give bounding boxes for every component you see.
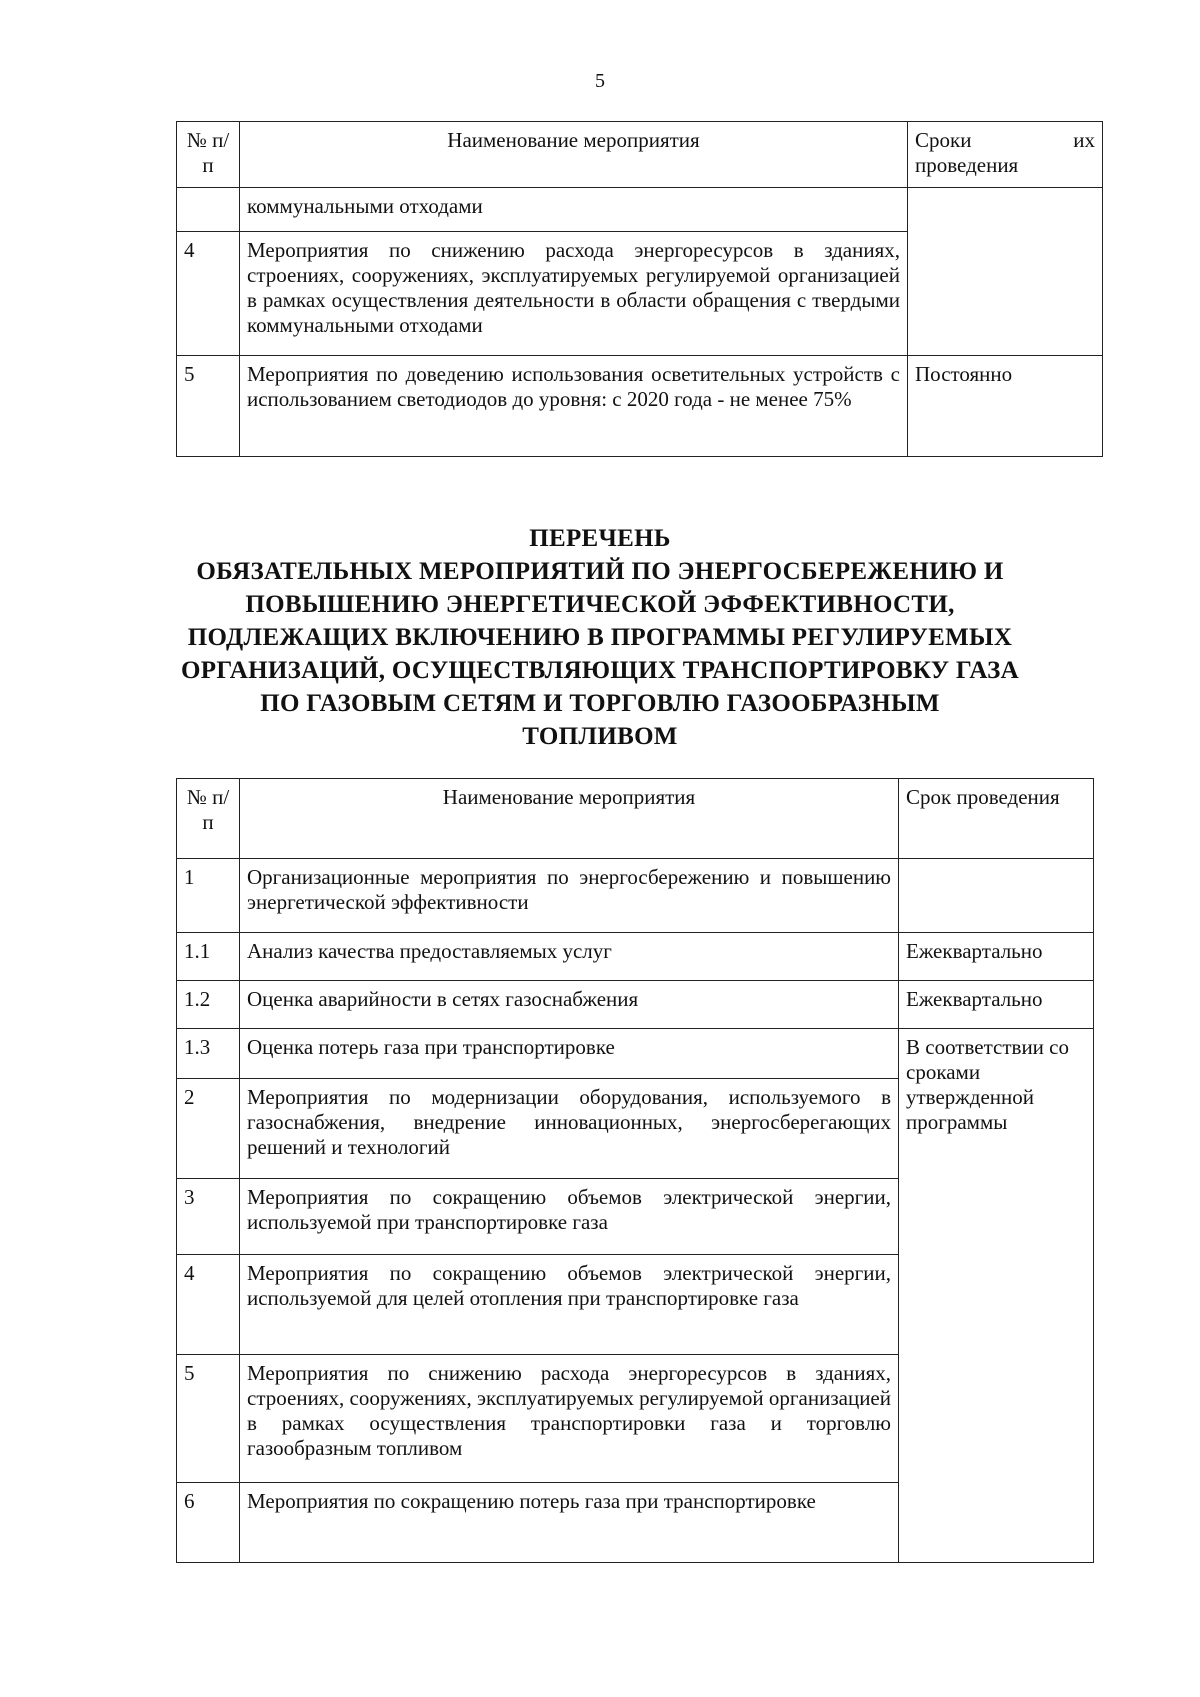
- title-line: ПОДЛЕЖАЩИХ ВКЛЮЧЕНИЮ В ПРОГРАММЫ РЕГУЛИРУЕМЫХ: [187, 624, 1013, 651]
- row-term: Постоянно: [908, 356, 1103, 457]
- row-number: [177, 188, 240, 232]
- row-text: Оценка аварийности в сетях газоснабжения: [240, 981, 899, 1029]
- column-header-number: № п/п: [177, 779, 240, 859]
- terms-word-2: их: [1073, 128, 1095, 152]
- row-number: 5: [177, 356, 240, 457]
- measures-table: [176, 778, 1094, 1563]
- title-line: ПО ГАЗОВЫМ СЕТЯМ И ТОРГОВЛЮ ГАЗООБРАЗНЫМ: [260, 690, 940, 717]
- title-line: ОРГАНИЗАЦИЙ, ОСУЩЕСТВЛЯЮЩИХ ТРАНСПОРТИРОВКУ ГАЗА: [181, 657, 1019, 684]
- row-term: В соответствии со сроками утвержденной программы: [899, 1029, 1094, 1563]
- row-number: 2: [177, 1079, 240, 1179]
- row-text: Анализ качества предоставляемых услуг: [240, 933, 899, 981]
- row-text: Мероприятия по снижению расхода энергоресурсов в зданиях, строениях, сооружениях, эксплуатируемых регулируемой организацией в рамках осуществления транспортировки газа и торговлю газообразным топливом: [240, 1355, 899, 1483]
- row-number: 1.1: [177, 933, 240, 981]
- row-term: Ежеквартально: [899, 981, 1094, 1029]
- row-number: 1.3: [177, 1029, 240, 1079]
- row-term: [899, 859, 1094, 933]
- table-row: [177, 981, 1094, 1029]
- row-text: Мероприятия по снижению расхода энергоресурсов в зданиях, строениях, сооружениях, эксплуатируемых регулируемой организацией в рамках осуществления деятельности в области обращения с твердыми коммунальными отходами: [240, 232, 908, 356]
- row-number: 4: [177, 232, 240, 356]
- row-text: коммунальными отходами: [240, 188, 908, 232]
- table-header-row: [177, 779, 1094, 859]
- row-text: Оценка потерь газа при транспортировке: [240, 1029, 899, 1079]
- column-header-name: Наименование мероприятия: [240, 779, 899, 859]
- row-text: Мероприятия по доведению использования осветительных устройств с использованием светодиодов до уровня: с 2020 года - не менее 75%: [240, 356, 908, 457]
- column-header-term: Срок проведения: [899, 779, 1094, 859]
- row-number: 1.2: [177, 981, 240, 1029]
- row-term: [908, 188, 1103, 356]
- row-text: Мероприятия по сокращению потерь газа при транспортировке: [240, 1483, 899, 1563]
- title-line: ОБЯЗАТЕЛЬНЫХ МЕРОПРИЯТИЙ ПО ЭНЕРГОСБЕРЕЖЕНИЮ И: [196, 558, 1004, 585]
- row-text: Мероприятия по модернизации оборудования, используемого в газоснабжения, внедрение инновационных, энергосберегающих решений и технологий: [240, 1079, 899, 1179]
- table-row: [177, 1029, 1094, 1079]
- title-line: ТОПЛИВОМ: [522, 723, 678, 750]
- row-number: 4: [177, 1255, 240, 1355]
- column-header-name: Наименование мероприятия: [240, 122, 908, 188]
- row-text: Организационные мероприятия по энергосбережению и повышению энергетической эффективности: [240, 859, 899, 933]
- terms-line-2: проведения: [915, 153, 1019, 177]
- row-number: 1: [177, 859, 240, 933]
- title-line: ПЕРЕЧЕНЬ: [529, 525, 671, 552]
- column-header-terms: [908, 122, 1103, 188]
- table-row: [177, 356, 1103, 457]
- row-number: 5: [177, 1355, 240, 1483]
- row-number: 6: [177, 1483, 240, 1563]
- page-number: 5: [595, 70, 605, 92]
- terms-word-1: Сроки: [915, 128, 972, 152]
- document-title: [150, 522, 1050, 753]
- table-row: [177, 933, 1094, 981]
- table-header-row: [177, 122, 1103, 188]
- title-line: ПОВЫШЕНИЮ ЭНЕРГЕТИЧЕСКОЙ ЭФФЕКТИВНОСТИ,: [245, 591, 955, 618]
- table-continuation: [176, 121, 1103, 457]
- table-row: [177, 188, 1103, 232]
- row-term: Ежеквартально: [899, 933, 1094, 981]
- row-text: Мероприятия по сокращению объемов электрической энергии, используемой для целей отопления при транспортировке газа: [240, 1255, 899, 1355]
- column-header-number: № п/п: [177, 122, 240, 188]
- row-number: 3: [177, 1179, 240, 1255]
- row-text: Мероприятия по сокращению объемов электрической энергии, используемой при транспортировке газа: [240, 1179, 899, 1255]
- table-row: [177, 859, 1094, 933]
